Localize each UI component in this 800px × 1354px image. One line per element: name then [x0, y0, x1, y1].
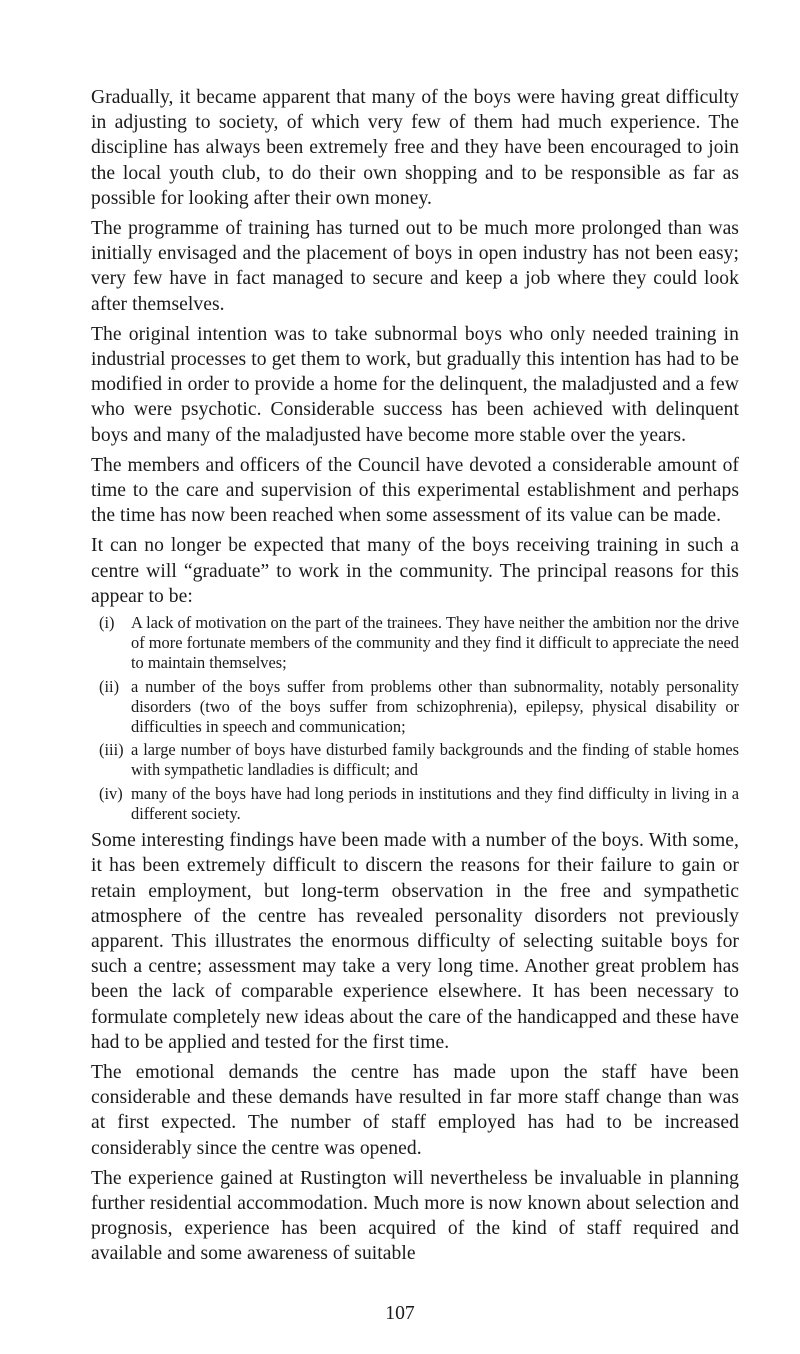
list-item-text: many of the boys have had long periods in institutions and they find difficulty in living in a different society. — [131, 783, 739, 823]
paragraph-interesting-findings: Some interesting findings have been made with a number of the boys. With some, it has been extremely difficult to discern the reasons for their failure to gain or retain employment, but long-term observation in the free and sympathetic atmosphere of the centre has revealed personality disorders not previously apparent. This illustrates the enormous difficulty of selecting suitable boys for such a centre; assessment may take a very long time. Another great problem has been the lack of comparable experience elsewhere. It has been necessary to formulate completely new ideas about the care of the handicapped and these have had to be applied and tested for the first time. — [91, 830, 739, 1053]
list-item-number: (ii) — [99, 676, 120, 696]
paragraph-original-intention: The original intention was to take subnormal boys who only needed training in industrial processes to get them to work, but gradually this intention has had to be modified in order to provide a home for the delinquent, the maladjusted and a few who were psychotic. Considerable success has been achieved with delinquent boys and many of the maladjusted have become more stable over the years. — [91, 323, 739, 446]
paragraph-experience-rustington: The experience gained at Rustington will nevertheless be invaluable in planning further residential accommodation. Much more is now known about selection and prognosis, experience has been acquired of the kind of staff required and available and some awareness of suitable — [91, 1167, 739, 1265]
list-item — [91, 613, 739, 674]
paragraph-council-members: The members and officers of the Council have devoted a considerable amount of time to the care and supervision of this experimental establishment and perhaps the time has now been reached when some assessment of its value can be made. — [91, 454, 739, 527]
list-item-number: (iv) — [99, 783, 123, 803]
page-number: 107 — [385, 1303, 415, 1324]
paragraph-principal-reasons: It can no longer be expected that many of the boys receiving training in such a centre will “graduate” to work in the community. The principal reasons for this appear to be: — [91, 535, 739, 607]
list-item-text: a number of the boys suffer from problems other than subnormality, notably personality disorders (two of the boys suffer from schizophrenia), epilepsy, physical disability or difficulties in speech and communication; — [131, 676, 739, 737]
list-item — [91, 740, 739, 780]
list-item — [91, 784, 739, 824]
list-item — [91, 677, 739, 738]
document-page — [91, 85, 739, 1267]
list-item-text: a large number of boys have disturbed family backgrounds and the finding of stable homes with sympathetic landladies is difficult; and — [131, 740, 739, 780]
paragraph-emotional-demands: The emotional demands the centre has made upon the staff have been considerable and these demands have resulted in far more staff change than was at first expected. The number of staff employed has had to be increased considerably since the centre was opened. — [91, 1061, 739, 1159]
paragraph-programme-of-training: The programme of training has turned out to be much more prolonged than was initially envisaged and the placement of boys in open industry has not been easy; very few have in fact managed to secure and keep a job where they could look after themselves. — [91, 218, 739, 315]
list-item-number: (iii) — [99, 740, 124, 760]
list-item-number: (i) — [99, 613, 115, 633]
list-item-text: A lack of motivation on the part of the trainees. They have neither the ambition nor the drive of more fortunate members of the community and they find it difficult to appreciate the need to maintain themselves; — [131, 613, 739, 673]
paragraph-adjusting-to-society: Gradually, it became apparent that many of the boys were having great difficulty in adjusting to society, of which very few of them had much experience. The discipline has always been extremely free and they have been encouraged to join the local youth club, to do their own shopping and to be responsible as far as possible for looking after their own money. — [91, 87, 739, 209]
reasons-list — [91, 613, 739, 824]
